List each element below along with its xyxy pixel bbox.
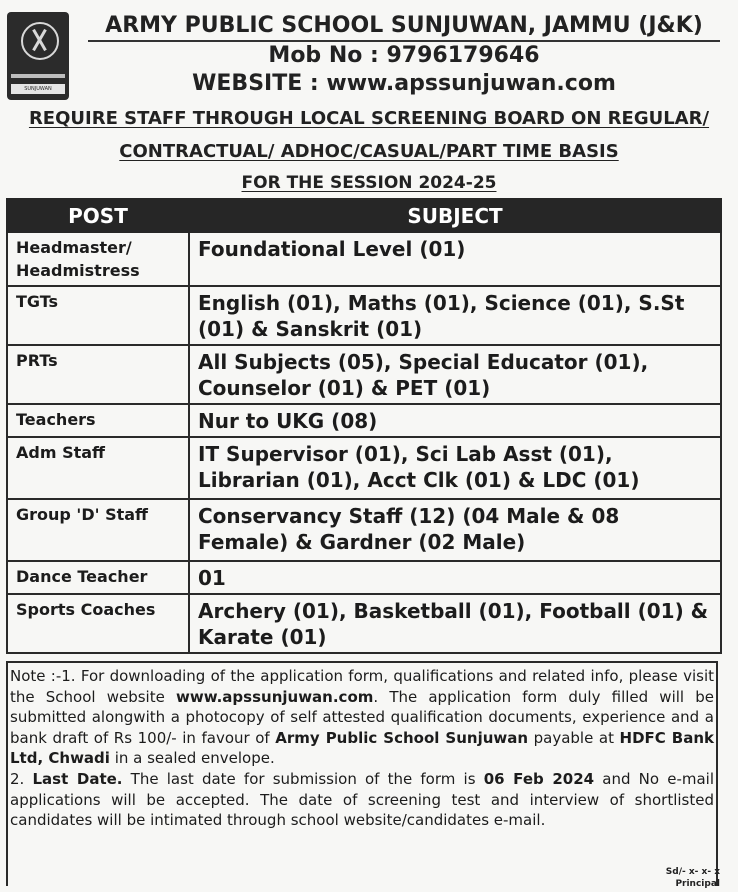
table-row [7,345,721,404]
signature: Sd/- x- x- x [665,867,720,877]
table-row [7,232,721,286]
post-cell: Sports Coaches [7,594,189,653]
table-row [7,286,721,345]
mobile-number: Mob No : 9796179646 [268,43,540,68]
post-cell: Group 'D' Staff [7,499,189,561]
subject-cell: IT Supervisor (01), Sci Lab Asst (01), Librarian (01), Acct Clk (01) & LDC (01) [189,437,721,499]
column-header-post: POST [7,199,189,232]
notes-box [6,661,718,886]
subject-cell: Foundational Level (01) [189,232,721,286]
subject-cell: All Subjects (05), Special Educator (01), Counselor (01) & PET (01) [189,345,721,404]
post-cell: Teachers [7,404,189,437]
table-row [7,561,721,594]
note-2: 2. Last Date. The last date for submission of the form is 06 Feb 2024 and No e-mail applications will be accepted. The date of screening test and interview of shortlisted candidates will be intimated through school website/candidates e-mail. [10,769,715,830]
table-row [7,594,721,653]
subject-cell: Nur to UKG (08) [189,404,721,437]
header-rule [88,40,720,42]
post-cell: Adm Staff [7,437,189,499]
column-header-subject: SUBJECT [189,199,721,232]
subtitle-line-2: CONTRACTUAL/ ADHOC/CASUAL/PART TIME BASIS [119,141,619,162]
signature-title: Principal [675,879,720,889]
school-crest-icon [7,12,69,100]
website-line: WEBSITE : www.apssunjuwan.com [192,71,616,96]
table-header-row [7,199,721,232]
subtitle-line-1: REQUIRE STAFF THROUGH LOCAL SCREENING BOARD ON REGULAR/ [28,108,710,129]
post-cell: PRTs [7,345,189,404]
vacancy-table [6,198,722,654]
post-cell: TGTs [7,286,189,345]
school-name: ARMY PUBLIC SCHOOL SUNJUWAN, JAMMU (J&K) [105,13,703,38]
subtitle-line-3: FOR THE SESSION 2024-25 [241,173,497,193]
website-link[interactable]: www.apssunjuwan.com [176,687,374,706]
table-row [7,404,721,437]
crest-motto-band [11,74,65,78]
subject-cell: Conservancy Staff (12) (04 Male & 08 Female) & Gardner (02 Male) [189,499,721,561]
note-1: Note :-1. For downloading of the application form, qualifications and related info, please visit the School website www.apssunjuwan.com. The application form duly filled will be submitted alongwith a photocopy of self attested qualification documents, experience and a bank draft of Rs 100/- in favour of Army Public School Sunjuwan payable at HDFC Bank Ltd, Chwadi in a sealed envelope. [10,667,714,768]
post-cell: Headmaster/ Headmistress [7,232,189,286]
table-row [7,499,721,561]
crossed-swords-icon [21,22,59,60]
subject-cell: 01 [189,561,721,594]
crest-label: SUNJUWAN [11,84,65,94]
subject-cell: Archery (01), Basketball (01), Football (01) & Karate (01) [189,594,721,653]
post-cell: Dance Teacher [7,561,189,594]
table-row [7,437,721,499]
subject-cell: English (01), Maths (01), Science (01), S.St (01) & Sanskrit (01) [189,286,721,345]
